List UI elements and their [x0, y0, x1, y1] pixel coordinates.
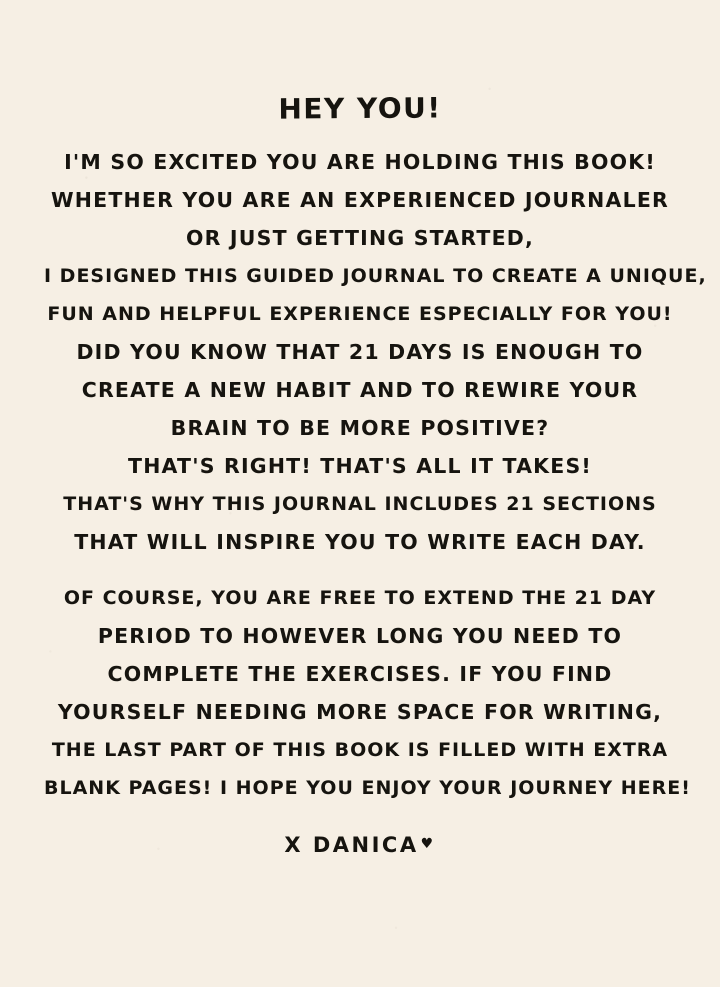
- letter-line: FUN AND HELPFUL EXPERIENCE ESPECIALLY FOR YOU!: [47, 303, 673, 325]
- letter-line: THAT'S RIGHT! THAT'S ALL IT TAKES!: [128, 454, 592, 478]
- letter-line: OR JUST GETTING STARTED,: [185, 226, 534, 250]
- page-title: HEY YOU!: [278, 91, 442, 126]
- signature: [44, 833, 676, 857]
- letter-line: PERIOD TO HOWEVER LONG YOU NEED TO: [97, 624, 623, 648]
- letter-line: OF COURSE, YOU ARE FREE TO EXTEND THE 21 DAY: [63, 587, 657, 609]
- letter-content: [0, 92, 720, 857]
- paragraph-spacer: [44, 561, 676, 579]
- letter-line: THE LAST PART OF THIS BOOK IS FILLED WITH EXTRA: [51, 739, 669, 761]
- letter-line: THAT'S WHY THIS JOURNAL INCLUDES 21 SECTIONS: [63, 493, 657, 515]
- letter-line: CREATE A NEW HABIT AND TO REWIRE YOUR: [81, 378, 639, 402]
- heart-icon: ♥: [420, 836, 436, 852]
- letter-line: BRAIN TO BE MORE POSITIVE?: [170, 416, 550, 440]
- letter-line: COMPLETE THE EXERCISES. IF YOU FIND: [107, 662, 613, 686]
- paragraph-one: [44, 143, 707, 561]
- signature-text: X DANICA: [284, 833, 419, 857]
- letter-line: DID YOU KNOW THAT 21 DAYS IS ENOUGH TO: [76, 340, 644, 364]
- paragraph-two: [44, 579, 691, 807]
- letter-line: YOURSELF NEEDING MORE SPACE FOR WRITING,: [57, 700, 663, 724]
- letter-line: THAT WILL INSPIRE YOU TO WRITE EACH DAY.: [74, 530, 646, 554]
- letter-line: BLANK PAGES! I HOPE YOU ENJOY YOUR JOURNEY HERE!: [44, 777, 691, 799]
- letter-line: I DESIGNED THIS GUIDED JOURNAL TO CREATE A UNIQUE,: [44, 265, 707, 287]
- letter-line: WHETHER YOU ARE AN EXPERIENCED JOURNALER: [50, 188, 670, 212]
- letter-line: I'M SO EXCITED YOU ARE HOLDING THIS BOOK!: [64, 150, 656, 174]
